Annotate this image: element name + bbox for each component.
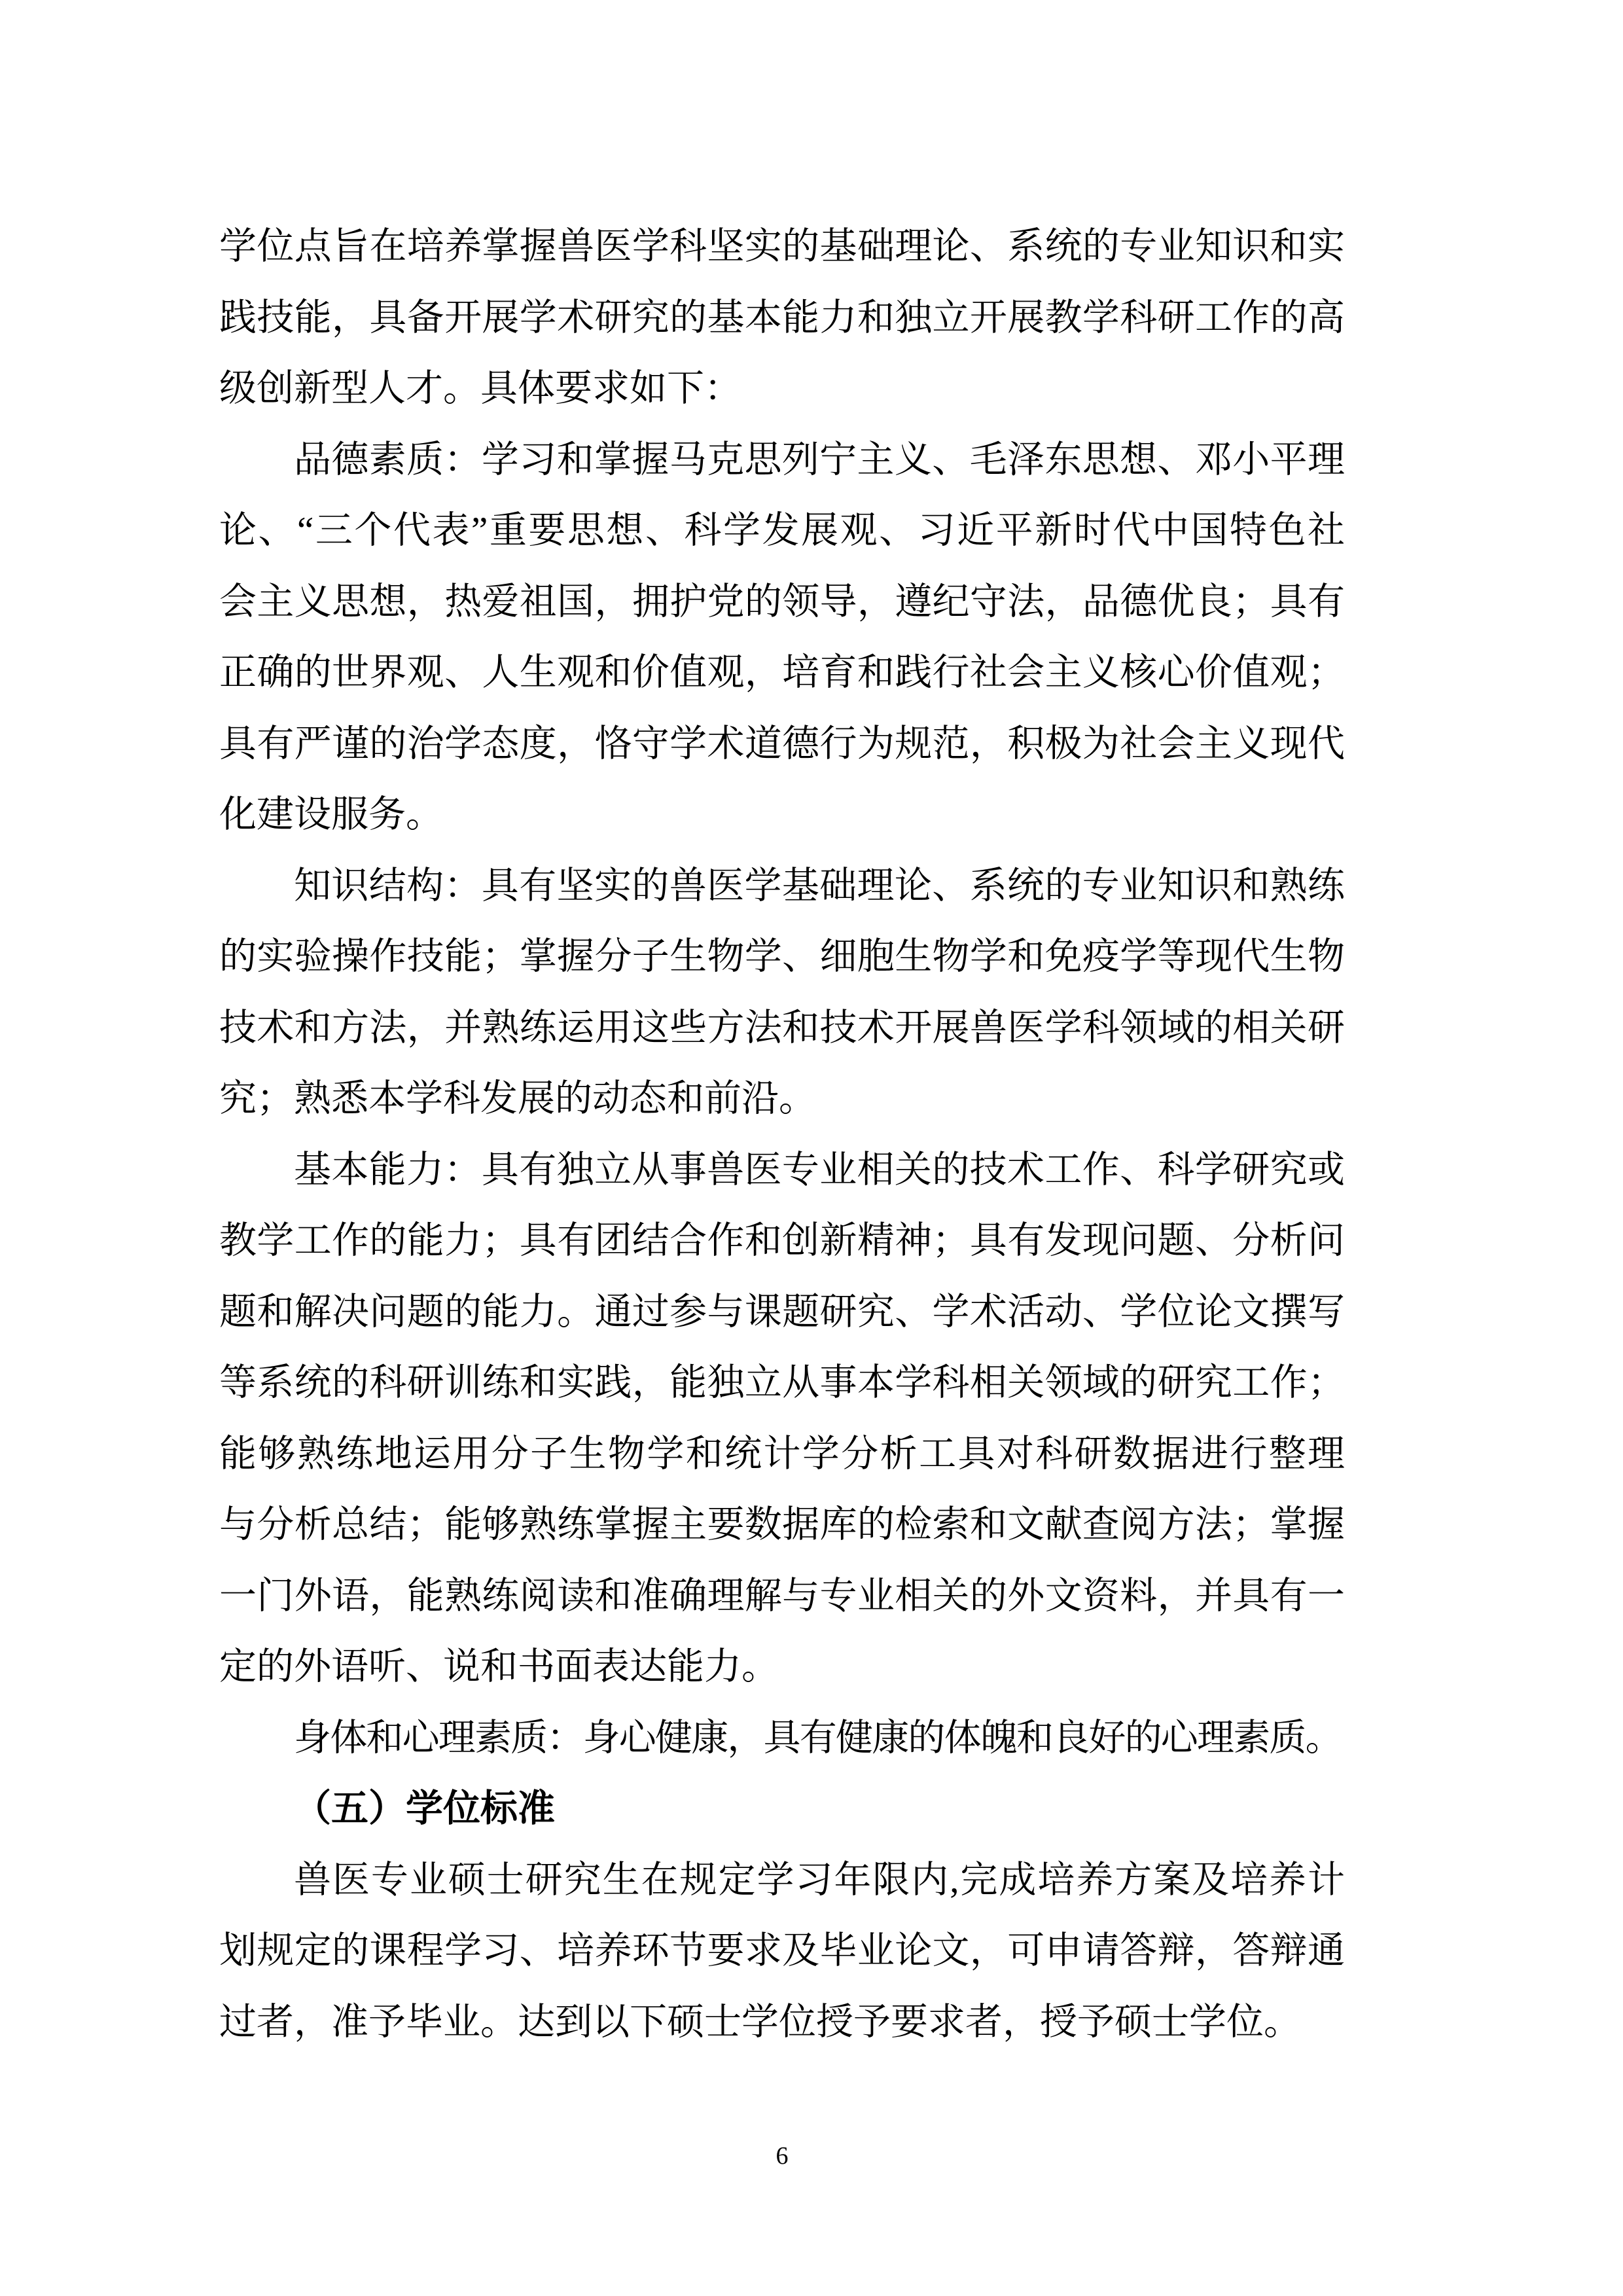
- text-line: 等系统的科研训练和实践，能独立从事本学科相关领域的研究工作；: [219, 1362, 1345, 1403]
- text-line: 一门外语，能熟练阅读和准确理解与专业相关的外文资料，并具有一: [219, 1575, 1345, 1617]
- text-line: 技术和方法，并熟练运用这些方法和技术开展兽医学科领域的相关研: [219, 1007, 1345, 1049]
- text-line: 能够熟练地运用分子生物学和统计学分析工具对科研数据进行整理: [219, 1433, 1345, 1475]
- text-line: 化建设服务。: [219, 794, 443, 835]
- text-line: 兽医专业硕士研究生在规定学习年限内,完成培养方案及培养计: [294, 1859, 1345, 1901]
- text-line: 题和解决问题的能力。通过参与课题研究、学术活动、学位论文撰写: [219, 1291, 1345, 1333]
- text-line: 定的外语听、说和书面表达能力。: [219, 1646, 779, 1687]
- text-line: 究；熟悉本学科发展的动态和前沿。: [219, 1078, 816, 1119]
- text-line: 正确的世界观、人生观和价值观，培育和践行社会主义核心价值观；: [219, 652, 1345, 693]
- text-line: 与分析总结；能够熟练掌握主要数据库的检索和文献查阅方法；掌握: [219, 1504, 1345, 1545]
- text-line: 践技能，具备开展学术研究的基本能力和独立开展教学科研工作的高: [219, 296, 1345, 338]
- section-heading: （五）学位标准: [294, 1788, 555, 1829]
- text-line: 品德素质：学习和掌握马克思列宁主义、毛泽东思想、邓小平理: [294, 439, 1345, 480]
- text-line: 身体和心理素质：身心健康，具有健康的体魄和良好的心理素质。: [294, 1717, 1342, 1759]
- text-line: 具有严谨的治学态度，恪守学术道德行为规范，积极为社会主义现代: [219, 723, 1345, 764]
- page-number: 6: [776, 2142, 789, 2170]
- text-line: 教学工作的能力；具有团结合作和创新精神；具有发现问题、分析问: [219, 1220, 1345, 1261]
- text-line: 论、“三个代表”重要思想、科学发展观、习近平新时代中国特色社: [219, 510, 1345, 551]
- text-line: 知识结构：具有坚实的兽医学基础理论、系统的专业知识和熟练: [294, 865, 1345, 906]
- text-line: 基本能力：具有独立从事兽医专业相关的技术工作、科学研究或: [294, 1149, 1345, 1191]
- text-line: 学位点旨在培养掌握兽医学科坚实的基础理论、系统的专业知识和实: [219, 226, 1345, 267]
- text-line: 过者，准予毕业。达到以下硕士学位授予要求者，授予硕士学位。: [219, 2001, 1301, 2043]
- text-line: 的实验操作技能；掌握分子生物学、细胞生物学和免疫学等现代生物: [219, 936, 1345, 977]
- body-text: [219, 211, 1345, 2058]
- text-line: 划规定的课程学习、培养环节要求及毕业论文，可申请答辩，答辩通: [219, 1930, 1345, 1971]
- text-line: 会主义思想，热爱祖国，拥护党的领导，遵纪守法，品德优良；具有: [219, 581, 1345, 622]
- text-line: 级创新型人才。具体要求如下：: [219, 368, 741, 409]
